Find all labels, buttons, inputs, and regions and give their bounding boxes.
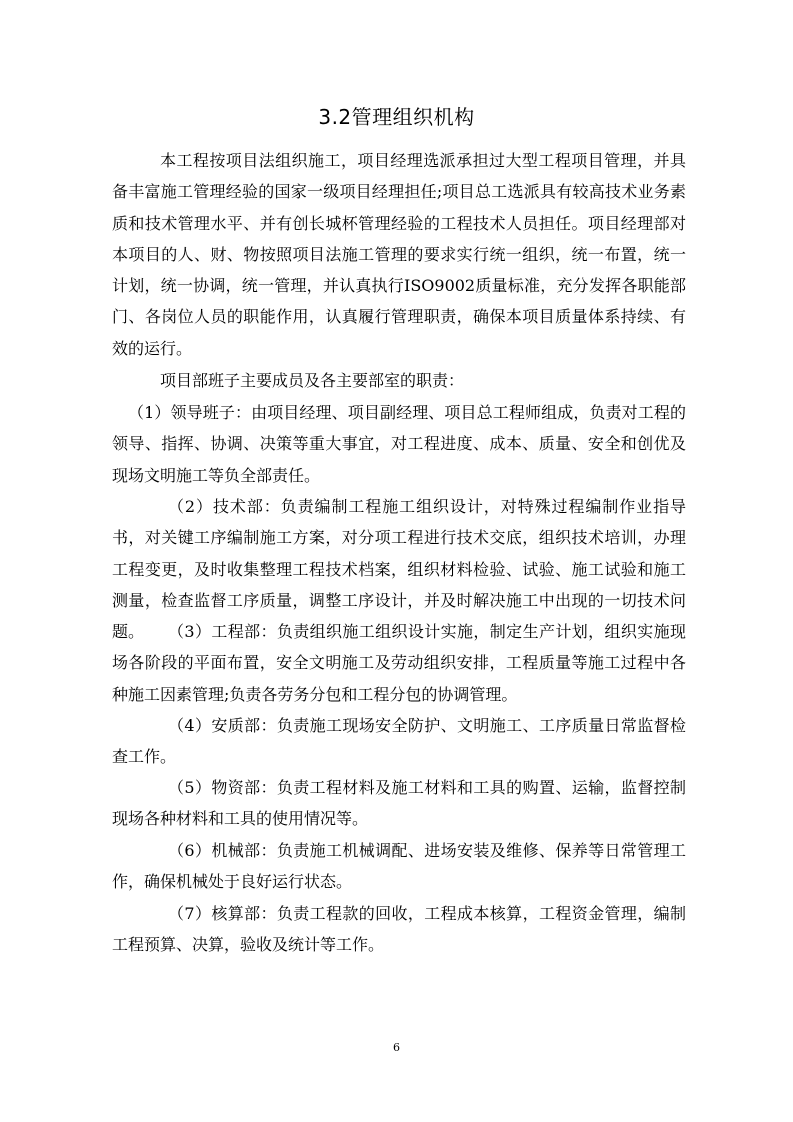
intro-paragraph: 本工程按项目法组织施工，项目经理选派承担过大型工程项目管理，并具备丰富施工管理经验的国家一级项目经理担任;项目总工选派具有较高技术业务素质和技术管理水平、并有创长城杯管理经验的工程技术人员担任。项目经理部对本项目的人、财、物按照项目法施工管理的要求实行统一组织，统一布置，统一计划，统一协调，统一管理，并认真执行ISO9002质量标准，充分发挥各职能部门、各岗位人员的职能作用，认真履行管理职责，确保本项目质量体系持续、有效的运行。: [112, 151, 686, 358]
section-title: 3.2管理组织机构: [318, 105, 475, 129]
safety-quality-dept-paragraph: （4）安质部：负责施工现场安全防护、文明施工、工序质量日常监督检查工作。: [112, 716, 686, 767]
leadership-paragraph: （1）领导班子：由项目经理、项目副经理、项目总工程师组成，负责对工程的领导、指挥、协调、决策等重大事宜，对工程进度、成本、质量、安全和创优及现场文明施工等负全部责任。: [112, 403, 686, 485]
duties-heading-paragraph: 项目部班子主要成员及各主要部室的职责：: [160, 371, 465, 390]
accounting-dept-paragraph: （7）核算部：负责工程款的回收，工程成本核算，工程资金管理，编制工程预算、决算，验收及统计等工作。: [112, 904, 686, 955]
materials-dept-paragraph: （5）物资部：负责工程材料及施工材料和工具的购置、运输，监督控制现场各种材料和工具的使用情况等。: [112, 778, 686, 829]
technical-dept-paragraph: （2）技术部：负责编制工程施工组织设计，对特殊过程编制作业指导书，对关键工序编制施工方案，对分项工程进行技术交底，组织技术培训，办理工程变更，及时收集整理工程技术档案，组织材料检验、试验、施工试验和施工测量，检查监督工序质量，调整工序设计，并及时解决施工中出现的一切技术问题。: [112, 497, 686, 642]
page-number: 6: [393, 1041, 400, 1054]
engineering-dept-paragraph: （3）工程部：负责组织施工组织设计实施，制定生产计划，组织实施现场各阶段的平面布置，安全文明施工及劳动组织安排，工程质量等施工过程中各种施工因素管理;负责各劳务分包和工程分包的协调管理。: [112, 622, 686, 704]
machinery-dept-paragraph: （6）机械部：负责施工机械调配、进场安装及维修、保养等日常管理工作，确保机械处于良好运行状态。: [112, 841, 686, 892]
